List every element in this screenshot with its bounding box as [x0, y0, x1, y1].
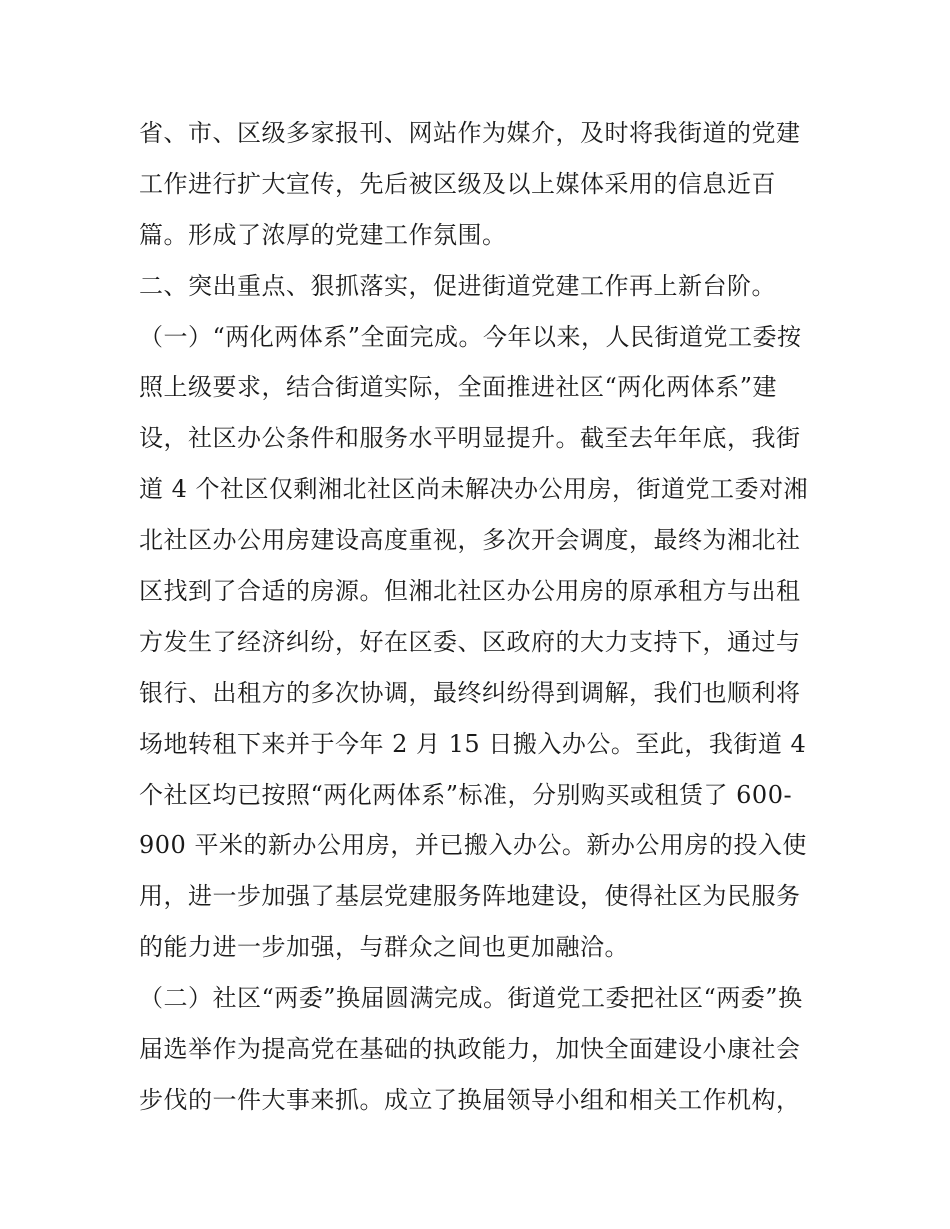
text-line: 篇。形成了浓厚的党建工作氛围。 [139, 220, 507, 249]
text-line: 省、市、区级多家报刊、网站作为媒介，及时将我街道的党建 [139, 119, 801, 147]
text-line: （二）社区“两委”换届圆满完成。街道党工委把社区“两委”换 [139, 984, 803, 1013]
text-line: 北社区办公用房建设高度重视，多次开会调度，最终为湘北社 [139, 526, 801, 555]
text-line: 工作进行扩大宣传，先后被区级及以上媒体采用的信息近百 [139, 169, 776, 198]
text-line: 个社区均已按照“两化两体系”标准，分别购买或租赁了 600- [139, 780, 793, 809]
text-line: 道 4 个社区仅剩湘北社区尚未解决办公用房，街道党工委对湘 [139, 475, 809, 504]
text-line: 场地转租下来并于今年 2 月 15 日搬入办公。至此，我街道 4 [139, 729, 807, 758]
document-body [139, 108, 819, 1126]
text-line: （一）“两化两体系”全面完成。今年以来，人民街道党工委按 [139, 322, 802, 351]
text-line: 区找到了合适的房源。但湘北社区办公用房的原承租方与出租 [139, 577, 801, 606]
section-heading: 二、突出重点、狠抓落实，促进街道党建工作再上新台阶。 [139, 271, 776, 300]
text-line: 银行、出租方的多次协调，最终纠纷得到调解，我们也顺利将 [139, 678, 801, 707]
text-line: 用，进一步加强了基层党建服务阵地建设，使得社区为民服务 [139, 882, 801, 911]
text-line: 设，社区办公条件和服务水平明显提升。截至去年年底，我街 [139, 424, 801, 453]
text-line: 900 平米的新办公用房，并已搬入办公。新办公用房的投入使 [139, 831, 807, 860]
text-line: 的能力进一步加强，与群众之间也更加融洽。 [139, 933, 629, 962]
text-line: 照上级要求，结合街道实际，全面推进社区“两化两体系”建 [139, 373, 778, 402]
text-line: 方发生了经济纠纷，好在区委、区政府的大力支持下，通过与 [139, 627, 801, 656]
text-line: 步伐的一件大事来抓。成立了换届领导小组和相关工作机构， [139, 1085, 801, 1114]
text-line: 届选举作为提高党在基础的执政能力，加快全面建设小康社会 [139, 1035, 801, 1064]
